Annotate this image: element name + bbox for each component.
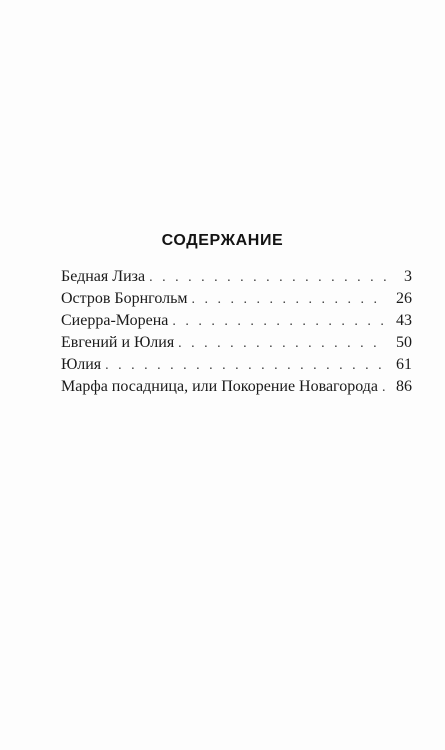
toc-entry — [61, 354, 412, 376]
dot-leader — [382, 377, 386, 399]
toc-entry-title: Евгений и Юлия — [61, 334, 175, 351]
toc-entry — [61, 310, 412, 332]
toc-entry-page: 61 — [396, 356, 412, 373]
toc-entry — [61, 288, 412, 310]
toc-entry-title: Марфа посадница, или Покорение Новагорода — [61, 378, 378, 395]
dot-leader — [172, 311, 386, 333]
toc-entry — [61, 376, 412, 398]
toc-entry-title: Остров Борнгольм — [61, 290, 188, 307]
dot-leader — [192, 289, 386, 311]
dot-leader — [178, 333, 386, 355]
dot-leader — [105, 355, 386, 377]
toc-entry-title: Сиерра-Морена — [61, 312, 169, 329]
toc-entry-page: 43 — [396, 312, 412, 329]
toc-entry-page: 26 — [396, 290, 412, 307]
dot-leader — [149, 267, 386, 289]
toc-entry — [61, 332, 412, 354]
toc-entry-page: 86 — [396, 378, 412, 395]
toc-entry-title: Бедная Лиза — [61, 268, 146, 285]
toc-heading: СОДЕРЖАНИЕ — [161, 232, 284, 249]
toc-entry-title: Юлия — [61, 356, 102, 373]
table-of-contents — [61, 266, 412, 398]
toc-entry-page: 3 — [404, 268, 412, 285]
toc-entry-page: 50 — [396, 334, 412, 351]
toc-entry — [61, 266, 412, 288]
